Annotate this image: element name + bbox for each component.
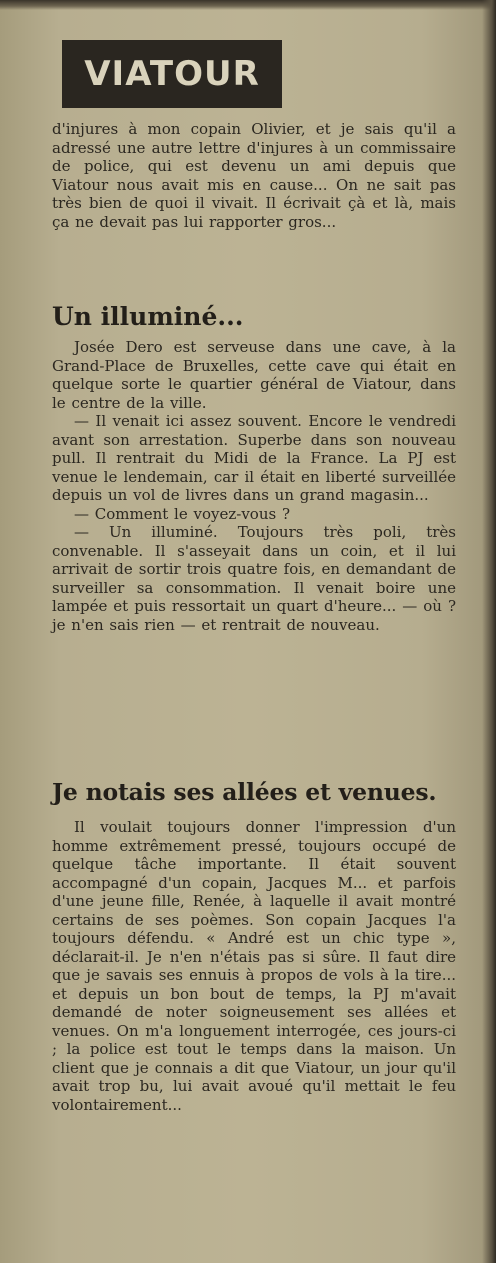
paper-right-edge [482,0,496,1263]
subheading-illumine: Un illuminé... [52,302,244,331]
paragraph: — Un illuminé. Toujours très poli, très convenable. Il s'asseyait dans un coin, et il lui arrivait de sortir trois quatre fois, en demandant de surveiller sa consommation. Il venait boire une lampée et puis ressortait un quart d'heure... — où ? je n'en sais rien — et rentrait de nouveau. [52,523,456,634]
article-name-box: VIATOUR [62,40,282,108]
paragraph: — Comment le voyez-vous ? [74,504,290,523]
interview-paragraph-block [52,338,456,634]
intro-paragraph-block [52,120,456,231]
paragraph: — Il venait ici assez souvent. Encore le vendredi avant son arrestation. Superbe dans son nouveau pull. Il rentrait du Midi de la France. La PJ est venue le lendemain, car il était en liberté surveillée depuis un vol de livres dans un grand magasin... [52,412,456,504]
closing-paragraph-block [52,818,456,1114]
subheading-allees-venues: Je notais ses allées et venues. [52,778,437,806]
paragraph: Josée Dero est serveuse dans une cave, à la Grand-Place de Bruxelles, cette cave qui était en quelque sorte le quartier général de Viatour, dans le centre de la ville. [52,338,456,412]
paragraph: d'injures à mon copain Olivier, et je sais qu'il a adressé une autre lettre d'injures à un commissaire de police, qui est devenu un ami depuis que Viatour nous avait mis en cause... On ne sait pas très bien de quoi il vivait. Il écrivait çà et là, mais ça ne devait pas lui rapporter gros... [52,120,456,231]
paragraph: Il voulait toujours donner l'impression d'un homme extrêmement pressé, toujours occupé de quelque tâche importante. Il était souvent accompagné d'un copain, Jacques M... et parfois d'une jeune fille, Renée, à laquelle il avait montré certains de ses poèmes. Son copain Jacques l'a toujours défendu. « André est un chic type », déclarait-il. Je n'en n'étais pas si sûre. Il faut dire que je savais ses ennuis à propos de vols à la tire... et depuis un bon bout de temps, la PJ m'avait demandé de noter soigneusement ses allées et venues. On m'a longuement interrogée, ces jours-ci ; la police est tout le temps dans la maison. Un client que je connais a dit que Viatour, un jour qu'il avait trop bu, lui avait avoué qu'il mettait le feu volontairement... [52,818,456,1114]
paper-top-edge [0,0,496,10]
